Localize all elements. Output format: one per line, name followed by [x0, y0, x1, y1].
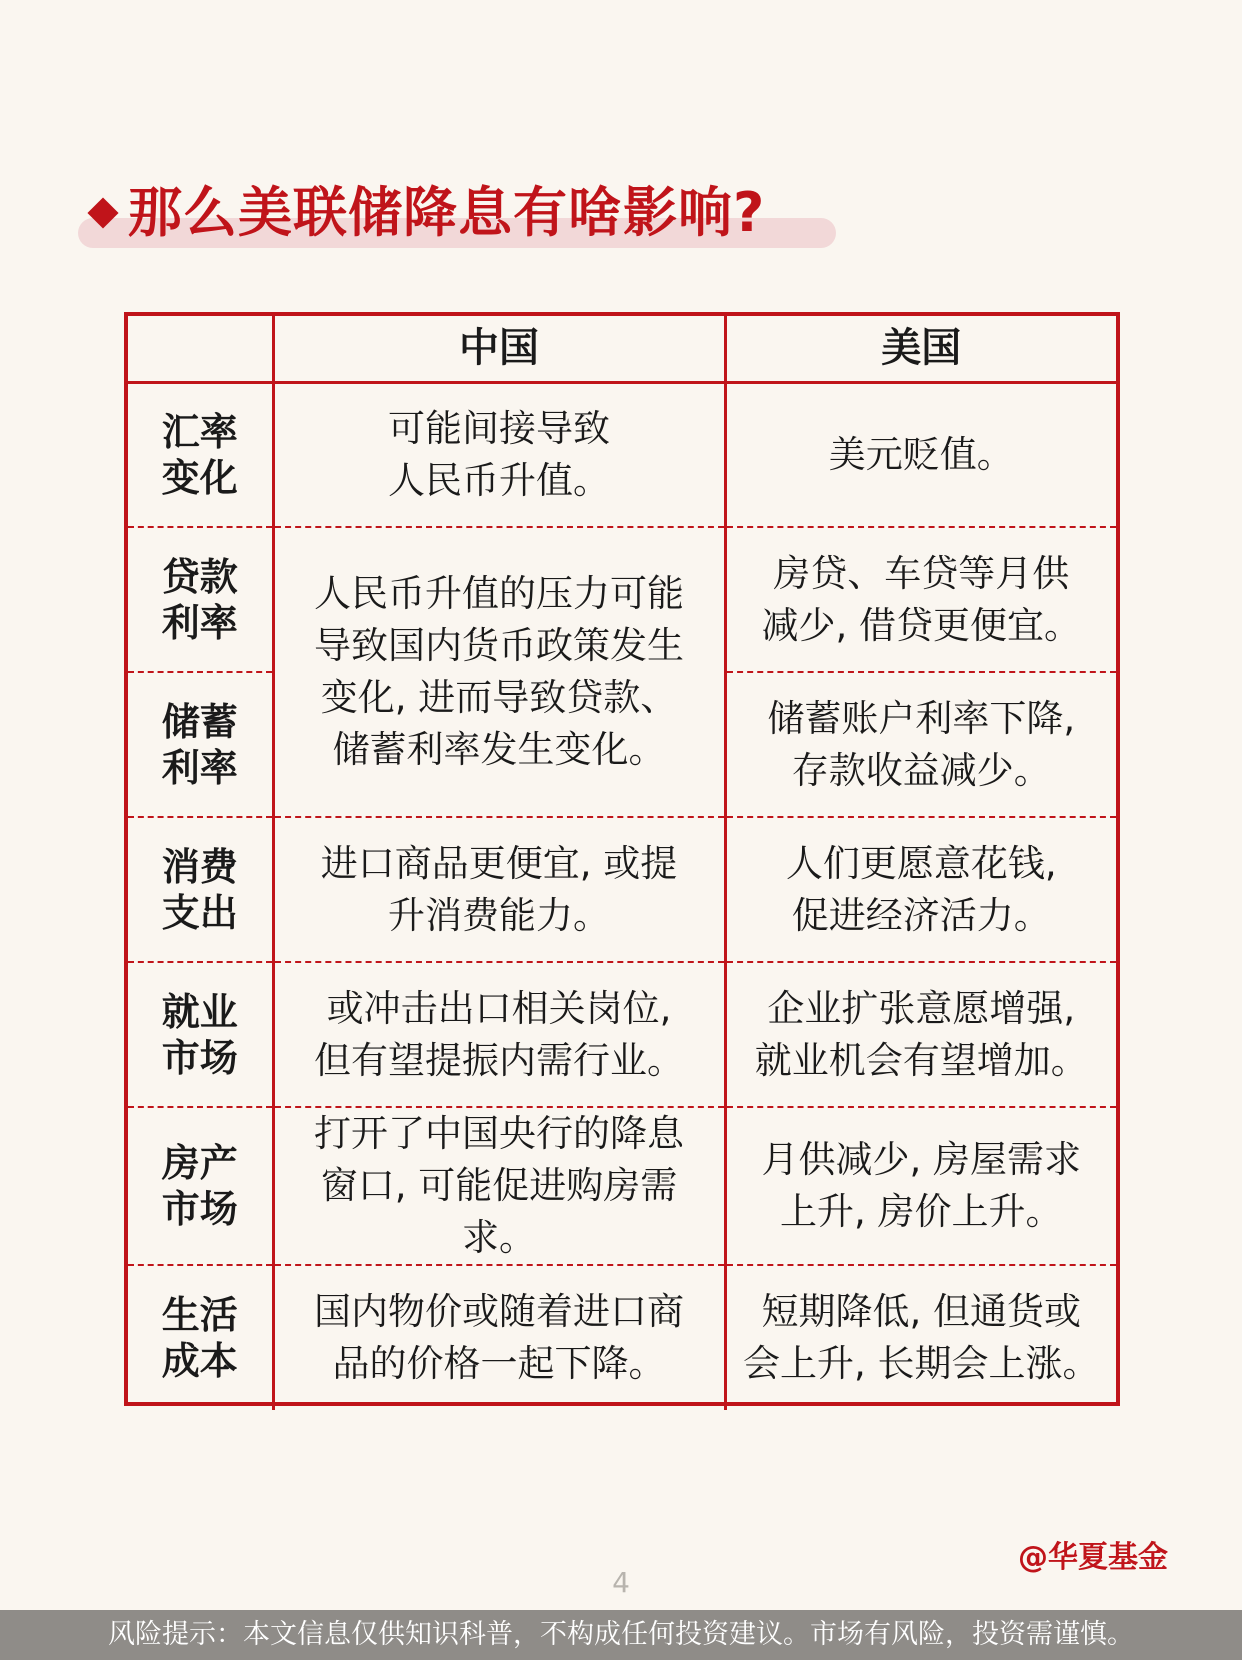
row-label: 贷款 利率	[128, 527, 273, 672]
row-label: 房产 市场	[128, 1107, 273, 1265]
row-label: 就业 市场	[128, 962, 273, 1107]
cell-china: 或冲击出口相关岗位, 但有望提振内需行业。	[273, 962, 725, 1107]
page-title: 那么美联储降息有啥影响?	[128, 181, 766, 244]
brand-handle: @华夏基金	[1018, 1540, 1168, 1575]
table-row	[128, 1265, 1116, 1410]
cell-china-merged: 人民币升值的压力可能 导致国内货币政策发生 变化, 进而导致贷款、 储蓄利率发生变化。	[273, 527, 725, 817]
row-label: 生活 成本	[128, 1265, 273, 1410]
table-header-row	[128, 316, 1116, 382]
row-label: 汇率 变化	[128, 382, 273, 527]
cell-usa: 月供减少, 房屋需求 上升, 房价上升。	[725, 1107, 1116, 1265]
table-row	[128, 382, 1116, 527]
risk-disclaimer: 风险提示：本文信息仅供知识科普，不构成任何投资建议。市场有风险，投资需谨慎。	[0, 1610, 1242, 1660]
table-row	[128, 527, 1116, 672]
page-number: 4	[612, 1566, 630, 1599]
cell-china: 打开了中国央行的降息 窗口, 可能促进购房需求。	[273, 1107, 725, 1265]
cell-china: 进口商品更便宜, 或提 升消费能力。	[273, 817, 725, 962]
cell-china: 可能间接导致 人民币升值。	[273, 382, 725, 527]
table-row	[128, 962, 1116, 1107]
comparison-table	[124, 312, 1120, 1406]
cell-china: 国内物价或随着进口商 品的价格一起下降。	[273, 1265, 725, 1410]
cell-usa: 美元贬值。	[725, 382, 1116, 527]
header-usa: 美国	[725, 316, 1116, 382]
row-label: 储蓄 利率	[128, 672, 273, 817]
cell-usa: 储蓄账户利率下降, 存款收益减少。	[725, 672, 1116, 817]
section-title	[78, 180, 838, 260]
cell-usa: 人们更愿意花钱, 促进经济活力。	[725, 817, 1116, 962]
table-row	[128, 817, 1116, 962]
cell-usa: 企业扩张意愿增强, 就业机会有望增加。	[725, 962, 1116, 1107]
cell-usa: 房贷、车贷等月供 减少, 借贷更便宜。	[725, 527, 1116, 672]
header-corner	[128, 316, 273, 382]
row-label: 消费 支出	[128, 817, 273, 962]
cell-usa: 短期降低, 但通货或 会上升, 长期会上涨。	[725, 1265, 1116, 1410]
header-china: 中国	[273, 316, 725, 382]
table-row	[128, 1107, 1116, 1265]
